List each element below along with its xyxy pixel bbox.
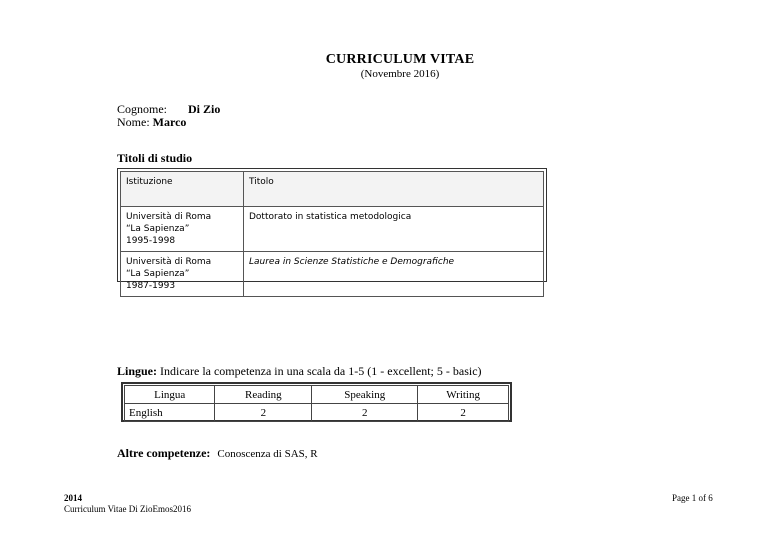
speaking-level: 2	[312, 404, 418, 422]
name-value: Marco	[152, 115, 187, 129]
degree-title: Dottorato in statistica metodologica	[244, 207, 544, 252]
institution-subname: “La Sapienza”	[126, 224, 190, 234]
languages-heading: Lingue:	[117, 364, 158, 378]
education-header-row	[121, 172, 544, 207]
name-label: Nome:	[117, 115, 150, 129]
reading-level: 2	[215, 404, 312, 422]
languages-table	[124, 385, 509, 422]
institution-cell	[121, 207, 244, 252]
institution-years: 1987-1993	[126, 281, 176, 291]
languages-row	[117, 364, 482, 379]
language-name: English	[125, 404, 215, 422]
education-table	[120, 171, 544, 297]
languages-description: Indicare la competenza in una scala da 1-5 (1 - excellent; 5 - basic)	[160, 364, 482, 378]
degree-title: Laurea in Scienze Statistiche e Demografiche	[244, 252, 544, 297]
footer-year: 2014	[64, 493, 82, 503]
institution-name: Università di Roma	[126, 257, 212, 267]
institution-cell	[121, 252, 244, 297]
education-heading: Titoli di studio	[117, 151, 193, 165]
writing-level: 2	[418, 404, 509, 422]
document-date: (Novembre 2016)	[360, 68, 440, 80]
document-title: CURRICULUM VITAE	[325, 52, 475, 67]
column-header-language: Lingua	[125, 386, 215, 404]
other-skills-row	[117, 446, 318, 461]
institution-subname: “La Sapienza”	[126, 269, 190, 279]
column-header-speaking: Speaking	[312, 386, 418, 404]
column-header-writing: Writing	[418, 386, 509, 404]
column-header-institution: Istituzione	[121, 172, 244, 207]
table-row	[121, 207, 544, 252]
table-row	[125, 404, 509, 422]
other-skills-value: Conoscenza di SAS, R	[217, 448, 318, 460]
column-header-reading: Reading	[215, 386, 312, 404]
column-header-title: Titolo	[244, 172, 544, 207]
institution-name: Università di Roma	[126, 212, 212, 222]
languages-header-row	[125, 386, 509, 404]
name-row	[117, 115, 186, 130]
footer-document-name: Curriculum Vitae Di ZioEmos2016	[64, 504, 192, 514]
table-row	[121, 252, 544, 297]
surname-label: Cognome:	[117, 102, 167, 116]
footer-left	[64, 493, 191, 515]
page-number: Page 1 of 6	[672, 493, 713, 503]
institution-years: 1995-1998	[126, 236, 176, 246]
surname-value: Di Zio	[188, 102, 221, 116]
other-skills-heading: Altre competenze:	[117, 446, 211, 460]
